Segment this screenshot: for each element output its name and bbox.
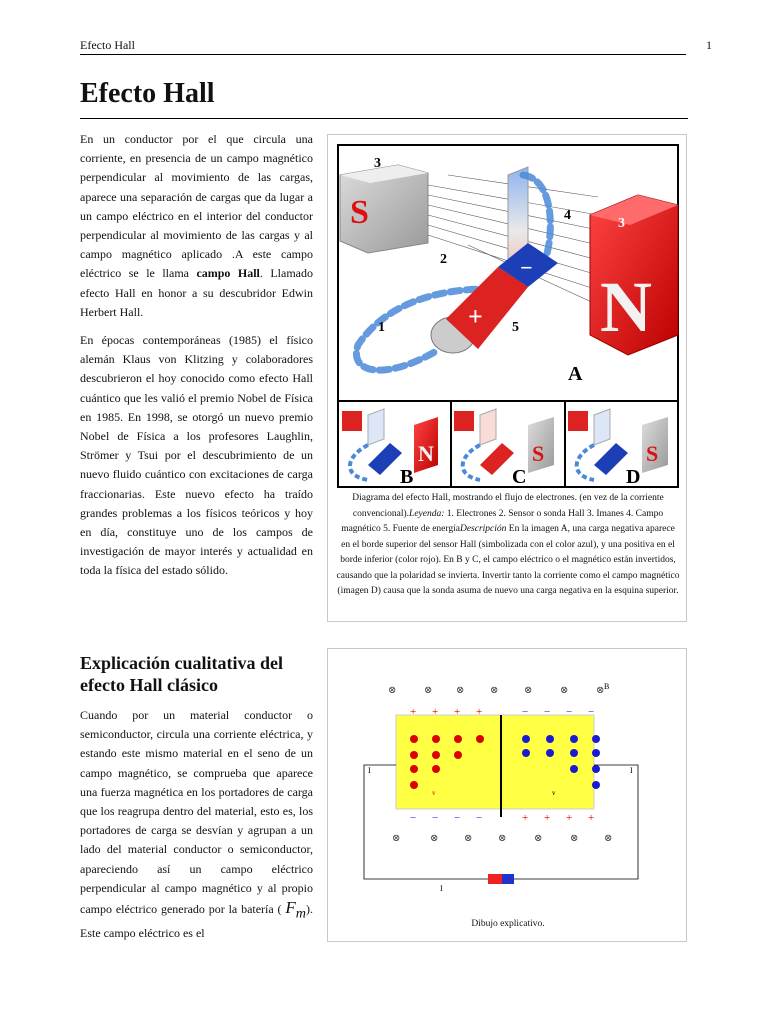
current-label-right: I xyxy=(630,766,633,775)
title-rule xyxy=(80,118,688,119)
battery-negative xyxy=(502,874,514,884)
negative-carrier-dot xyxy=(546,749,554,757)
field-into-page-icon: ⊗ xyxy=(570,833,579,844)
figure-hall-effect xyxy=(327,134,687,622)
negative-carrier-dot xyxy=(592,781,600,789)
label-d: D xyxy=(626,466,641,488)
positive-charge-sign: + xyxy=(454,706,461,718)
positive-charge-sign: + xyxy=(566,812,573,824)
bottom-edge-charges xyxy=(410,812,594,824)
field-into-page-icon: ⊗ xyxy=(604,833,613,844)
field-into-page-icon: ⊗ xyxy=(498,833,507,844)
field-into-page-icon: ⊗ xyxy=(596,685,605,696)
magnet-n-letter: N xyxy=(600,267,652,347)
panel-d xyxy=(565,401,678,488)
negative-carrier-dot xyxy=(592,749,600,757)
field-b-label: B xyxy=(604,682,610,691)
panel-c xyxy=(451,401,565,488)
conductor-slab xyxy=(396,715,594,809)
negative-charge-sign: − xyxy=(476,812,483,824)
negative-carrier-dot xyxy=(592,735,600,743)
positive-charge-sign: + xyxy=(522,812,529,824)
header-rule xyxy=(80,54,686,55)
battery-plus: + xyxy=(468,302,483,331)
page-number: 1 xyxy=(706,38,712,52)
label-3-left: 3 xyxy=(374,156,381,171)
negative-carrier-dot xyxy=(522,735,530,743)
field-into-page-icon: ⊗ xyxy=(430,833,439,844)
negative-charge-sign: − xyxy=(588,706,595,718)
figure-1-caption: Diagrama del efecto Hall, mostrando el flujo de electrones. (en vez de la corriente convencional).Leyenda: 1. Electrones 2. Sensor o sonda Hall 3. Imanes 4. Campo magnético 5. Fuente de energíaDescripción En la imagen A, una carga negativa aparece en el borde superior del sensor Hall (simbolizada con el color azul), y una positiva en el borde inferior (color rojo). En B y C, el campo eléctrico o el magnético están invertidos, causando que la polaridad se invierta. Invertir tanto la corriente como el campo magnético (imagen D) causa que la sonda asuma de nuevo una carga negativa en la esquina superior. xyxy=(336,493,680,596)
magnet-s-letter: S xyxy=(350,194,369,231)
label-2: 2 xyxy=(440,252,447,267)
negative-charge-sign: − xyxy=(522,706,529,718)
section-paragraph: Cuando por un material conductor o semiconductor, circula una corriente eléctrica, y estando este mismo material en el seno de un campo magnético, se comprueba que aparece una fuerza magnética en los portadores de carga que los reagrupa dentro del material, esto es, los portadores de carga se desvían y agrupan a un lado del material conductor o semiconductor, apareciendo así un campo eléctrico perpendicular al campo magnético y al propio campo eléctrico generado por la batería ( $F_m$). Este campo eléctrico es el xyxy=(80,708,313,940)
field-into-page-icon: ⊗ xyxy=(424,685,433,696)
positive-carrier-dot xyxy=(476,735,484,743)
field-into-page-icon: ⊗ xyxy=(456,685,465,696)
intro-paragraph-2: En épocas contemporáneas (1985) el físico alemán Klaus von Klitzing y colaboradores descubrieron el hoy conocido como efecto Hall cuántico que les valió el premio Nobel de Física en 1985. En 1998, se otorgó un nuevo premio Nobel de Física a los profesores Laughlin, Strömer y Tsui por el descubrimiento de un nuevo fluido cuántico con excitaciones de carga fraccionarias. Este nuevo efecto ha traído grandes problemas a los físicos teóricos y hoy en día, constituye uno de los campos de investigación de mayor interés y actualidad en toda la física del estado sólido. xyxy=(80,333,313,578)
south-magnet xyxy=(340,165,428,253)
negative-charge-sign: − xyxy=(432,812,439,824)
positive-carrier-dot xyxy=(410,735,418,743)
field-into-page-icon: ⊗ xyxy=(534,833,543,844)
field-into-page-icon: ⊗ xyxy=(388,685,397,696)
field-into-page-icon: ⊗ xyxy=(490,685,499,696)
label-c: C xyxy=(512,466,527,488)
positive-carrier-dot xyxy=(432,765,440,773)
current-label-left: I xyxy=(368,766,371,775)
page-title: Efecto Hall xyxy=(80,78,215,109)
campo-hall-term: campo Hall xyxy=(196,266,260,281)
velocity-label-right: v xyxy=(552,789,556,797)
label-3-right: 3 xyxy=(618,216,625,231)
negative-charge-sign: − xyxy=(544,706,551,718)
intro-text xyxy=(80,130,313,590)
svg-text:S: S xyxy=(532,441,545,466)
label-b: B xyxy=(400,466,414,488)
section-heading: Explicación cualitativa del efecto Hall clásico xyxy=(80,653,284,695)
svg-text:N: N xyxy=(418,441,434,466)
positive-carrier-dot xyxy=(410,765,418,773)
positive-carrier-dot xyxy=(454,751,462,759)
figure-2-caption: Dibujo explicativo. xyxy=(471,919,545,929)
magnetic-field-bottom-row xyxy=(392,833,612,844)
positive-carrier-dot xyxy=(454,735,462,743)
negative-carrier-dot xyxy=(592,765,600,773)
negative-charge-sign: − xyxy=(410,812,417,824)
battery-positive xyxy=(488,874,502,884)
panel-b xyxy=(338,401,451,488)
section-text xyxy=(80,706,313,952)
negative-charge-sign: − xyxy=(454,812,461,824)
magnetic-field-top-row xyxy=(388,685,604,696)
battery-minus: − xyxy=(520,255,533,280)
svg-text:S: S xyxy=(646,441,659,466)
north-magnet xyxy=(590,195,678,355)
field-into-page-icon: ⊗ xyxy=(560,685,569,696)
positive-charge-sign: + xyxy=(544,812,551,824)
label-5: 5 xyxy=(512,320,519,335)
positive-carrier-dot xyxy=(410,781,418,789)
running-title: Efecto Hall xyxy=(80,38,135,52)
figure-explanatory-drawing xyxy=(327,648,687,942)
negative-carrier-dot xyxy=(570,749,578,757)
negative-carrier-dot xyxy=(570,765,578,773)
field-into-page-icon: ⊗ xyxy=(392,833,401,844)
velocity-label-left: v xyxy=(432,789,436,797)
positive-charge-sign: + xyxy=(588,812,595,824)
negative-carrier-dot xyxy=(546,735,554,743)
field-into-page-icon: ⊗ xyxy=(464,833,473,844)
positive-charge-sign: + xyxy=(432,706,439,718)
running-header xyxy=(80,38,712,53)
positive-carrier-dot xyxy=(432,735,440,743)
intro-paragraph-1: En un conductor por el que circula una corriente, en presencia de un campo magnético perpendicular al movimiento de las cargas, aparece una separación de cargas que da lugar a un campo eléctrico en el interior del conductor perpendicular al movimiento de las cargas y al campo magnético aplicado .A este campo eléctrico se le llama campo Hall. Llamado efecto Hall en honor a su descubridor Edwin Herbert Hall. xyxy=(80,132,313,319)
positive-charge-sign: + xyxy=(476,706,483,718)
positive-carrier-dot xyxy=(432,751,440,759)
hall-effect-illustration xyxy=(328,135,688,491)
force-symbol: $F_m$ xyxy=(285,898,306,922)
negative-charge-sign: − xyxy=(566,706,573,718)
current-label-bottom: I xyxy=(440,884,443,893)
positive-charge-sign: + xyxy=(410,706,417,718)
label-4: 4 xyxy=(564,208,571,223)
field-into-page-icon: ⊗ xyxy=(524,685,533,696)
negative-carrier-dot xyxy=(522,749,530,757)
positive-carrier-dot xyxy=(410,751,418,759)
label-1: 1 xyxy=(378,320,385,335)
hall-diagram xyxy=(328,649,688,919)
negative-carrier-dot xyxy=(570,735,578,743)
label-a: A xyxy=(568,363,583,385)
